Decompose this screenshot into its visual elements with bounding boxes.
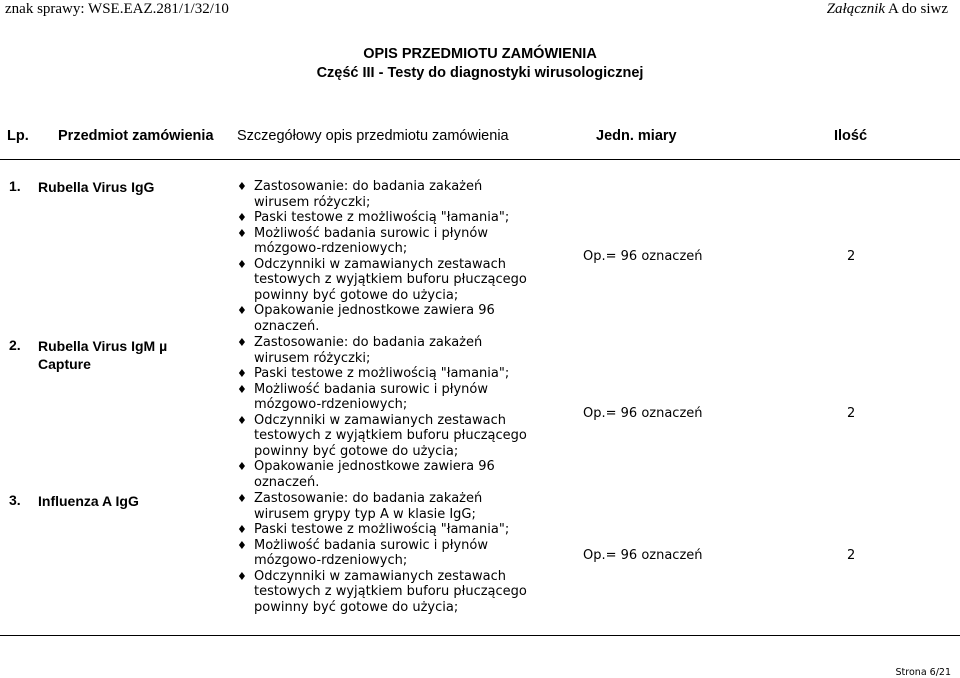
diamond-bullet-icon: ♦ (237, 569, 247, 583)
row-number: 2. (9, 337, 21, 353)
list-item (236, 538, 536, 569)
detail-text: Opakowanie jednostkowe zawiera 96 oznaczeń. (254, 459, 495, 490)
list-item (236, 491, 536, 522)
diamond-bullet-icon: ♦ (237, 382, 247, 396)
detail-text: Możliwość badania surowic i płynów mózgowo-rdzeniowych; (254, 381, 488, 412)
detail-text: Odczynniki w zamawianych zestawach testowych z wyjątkiem buforu płuczącego powinny być gotowe do użycia; (254, 568, 527, 615)
diamond-bullet-icon: ♦ (237, 211, 247, 224)
diamond-bullet-icon: ♦ (237, 257, 247, 271)
detail-text: Zastosowanie: do badania zakażeń wirusem grypy typ A w klasie IgG; (254, 491, 483, 522)
list-item (236, 335, 536, 366)
column-header-details: Szczegółowy opis przedmiotu zamówienia (237, 128, 509, 144)
detail-text: Możliwość badania surowic i płynów mózgowo-rdzeniowych; (254, 225, 488, 256)
diamond-bullet-icon: ♦ (237, 523, 247, 536)
detail-text: Paski testowe z możliwością "łamania"; (254, 522, 510, 537)
list-item (236, 459, 536, 490)
page-number: Strona 6/21 (895, 667, 951, 678)
detail-text: Odczynniki w zamawianych zestawach testowych z wyjątkiem buforu płuczącego powinny być gotowe do użycia; (254, 412, 527, 459)
list-item (236, 303, 536, 334)
list-item (236, 382, 536, 413)
row-subject: Influenza A IgG (38, 493, 139, 509)
diamond-bullet-icon: ♦ (237, 226, 247, 240)
detail-text: Opakowanie jednostkowe zawiera 96 oznaczeń. (254, 303, 495, 334)
list-item (236, 366, 536, 382)
row-subject: Rubella Virus IgM µ Capture (38, 338, 168, 372)
attachment-label-italic: Załącznik (826, 1, 886, 17)
detail-text: Zastosowanie: do badania zakażeń wirusem różyczki; (254, 179, 483, 210)
list-item (236, 569, 536, 616)
column-header-unit: Jedn. miary (596, 128, 677, 144)
column-header-qty: Ilość (834, 128, 868, 144)
list-item (236, 257, 536, 304)
row-number: 3. (9, 492, 21, 508)
list-item (236, 413, 536, 460)
detail-text: Paski testowe z możliwością "łamania"; (254, 366, 510, 381)
row-details-list (236, 491, 536, 615)
table-top-rule (0, 159, 960, 160)
document-title: OPIS PRZEDMIOTU ZAMÓWIENIA (363, 46, 597, 62)
row-unit: Op.= 96 oznaczeń (583, 249, 703, 264)
document-subtitle: Część III - Testy do diagnostyki wirusologicznej (316, 65, 644, 81)
column-header-lp: Lp. (7, 128, 29, 144)
list-item (236, 522, 536, 538)
diamond-bullet-icon: ♦ (237, 492, 247, 505)
diamond-bullet-icon: ♦ (237, 413, 247, 427)
row-subject: Rubella Virus IgG (38, 179, 155, 195)
attachment-label-rest: A do siwz (885, 1, 948, 17)
row-quantity: 2 (847, 548, 856, 563)
case-reference: znak sprawy: WSE.EAZ.281/1/32/10 (5, 1, 229, 17)
row-number: 1. (9, 178, 21, 194)
diamond-bullet-icon: ♦ (237, 180, 247, 193)
diamond-bullet-icon: ♦ (237, 304, 247, 317)
row-quantity: 2 (847, 249, 856, 264)
row-details-list (236, 179, 536, 334)
list-item (236, 179, 536, 210)
detail-text: Odczynniki w zamawianych zestawach testowych z wyjątkiem buforu płuczącego powinny być gotowe do użycia; (254, 256, 527, 303)
column-header-subject: Przedmiot zamówienia (58, 128, 214, 144)
diamond-bullet-icon: ♦ (237, 336, 247, 349)
attachment-label (827, 1, 948, 18)
row-details-list (236, 335, 536, 490)
list-item (236, 210, 536, 226)
table-bottom-rule (0, 635, 960, 636)
detail-text: Zastosowanie: do badania zakażeń wirusem różyczki; (254, 335, 483, 366)
diamond-bullet-icon: ♦ (237, 367, 247, 380)
detail-text: Paski testowe z możliwością "łamania"; (254, 210, 510, 225)
detail-text: Możliwość badania surowic i płynów mózgowo-rdzeniowych; (254, 537, 488, 568)
diamond-bullet-icon: ♦ (237, 460, 247, 473)
table-header (0, 128, 960, 148)
diamond-bullet-icon: ♦ (237, 538, 247, 552)
row-unit: Op.= 96 oznaczeń (583, 406, 703, 421)
row-quantity: 2 (847, 406, 856, 421)
list-item (236, 226, 536, 257)
row-unit: Op.= 96 oznaczeń (583, 548, 703, 563)
